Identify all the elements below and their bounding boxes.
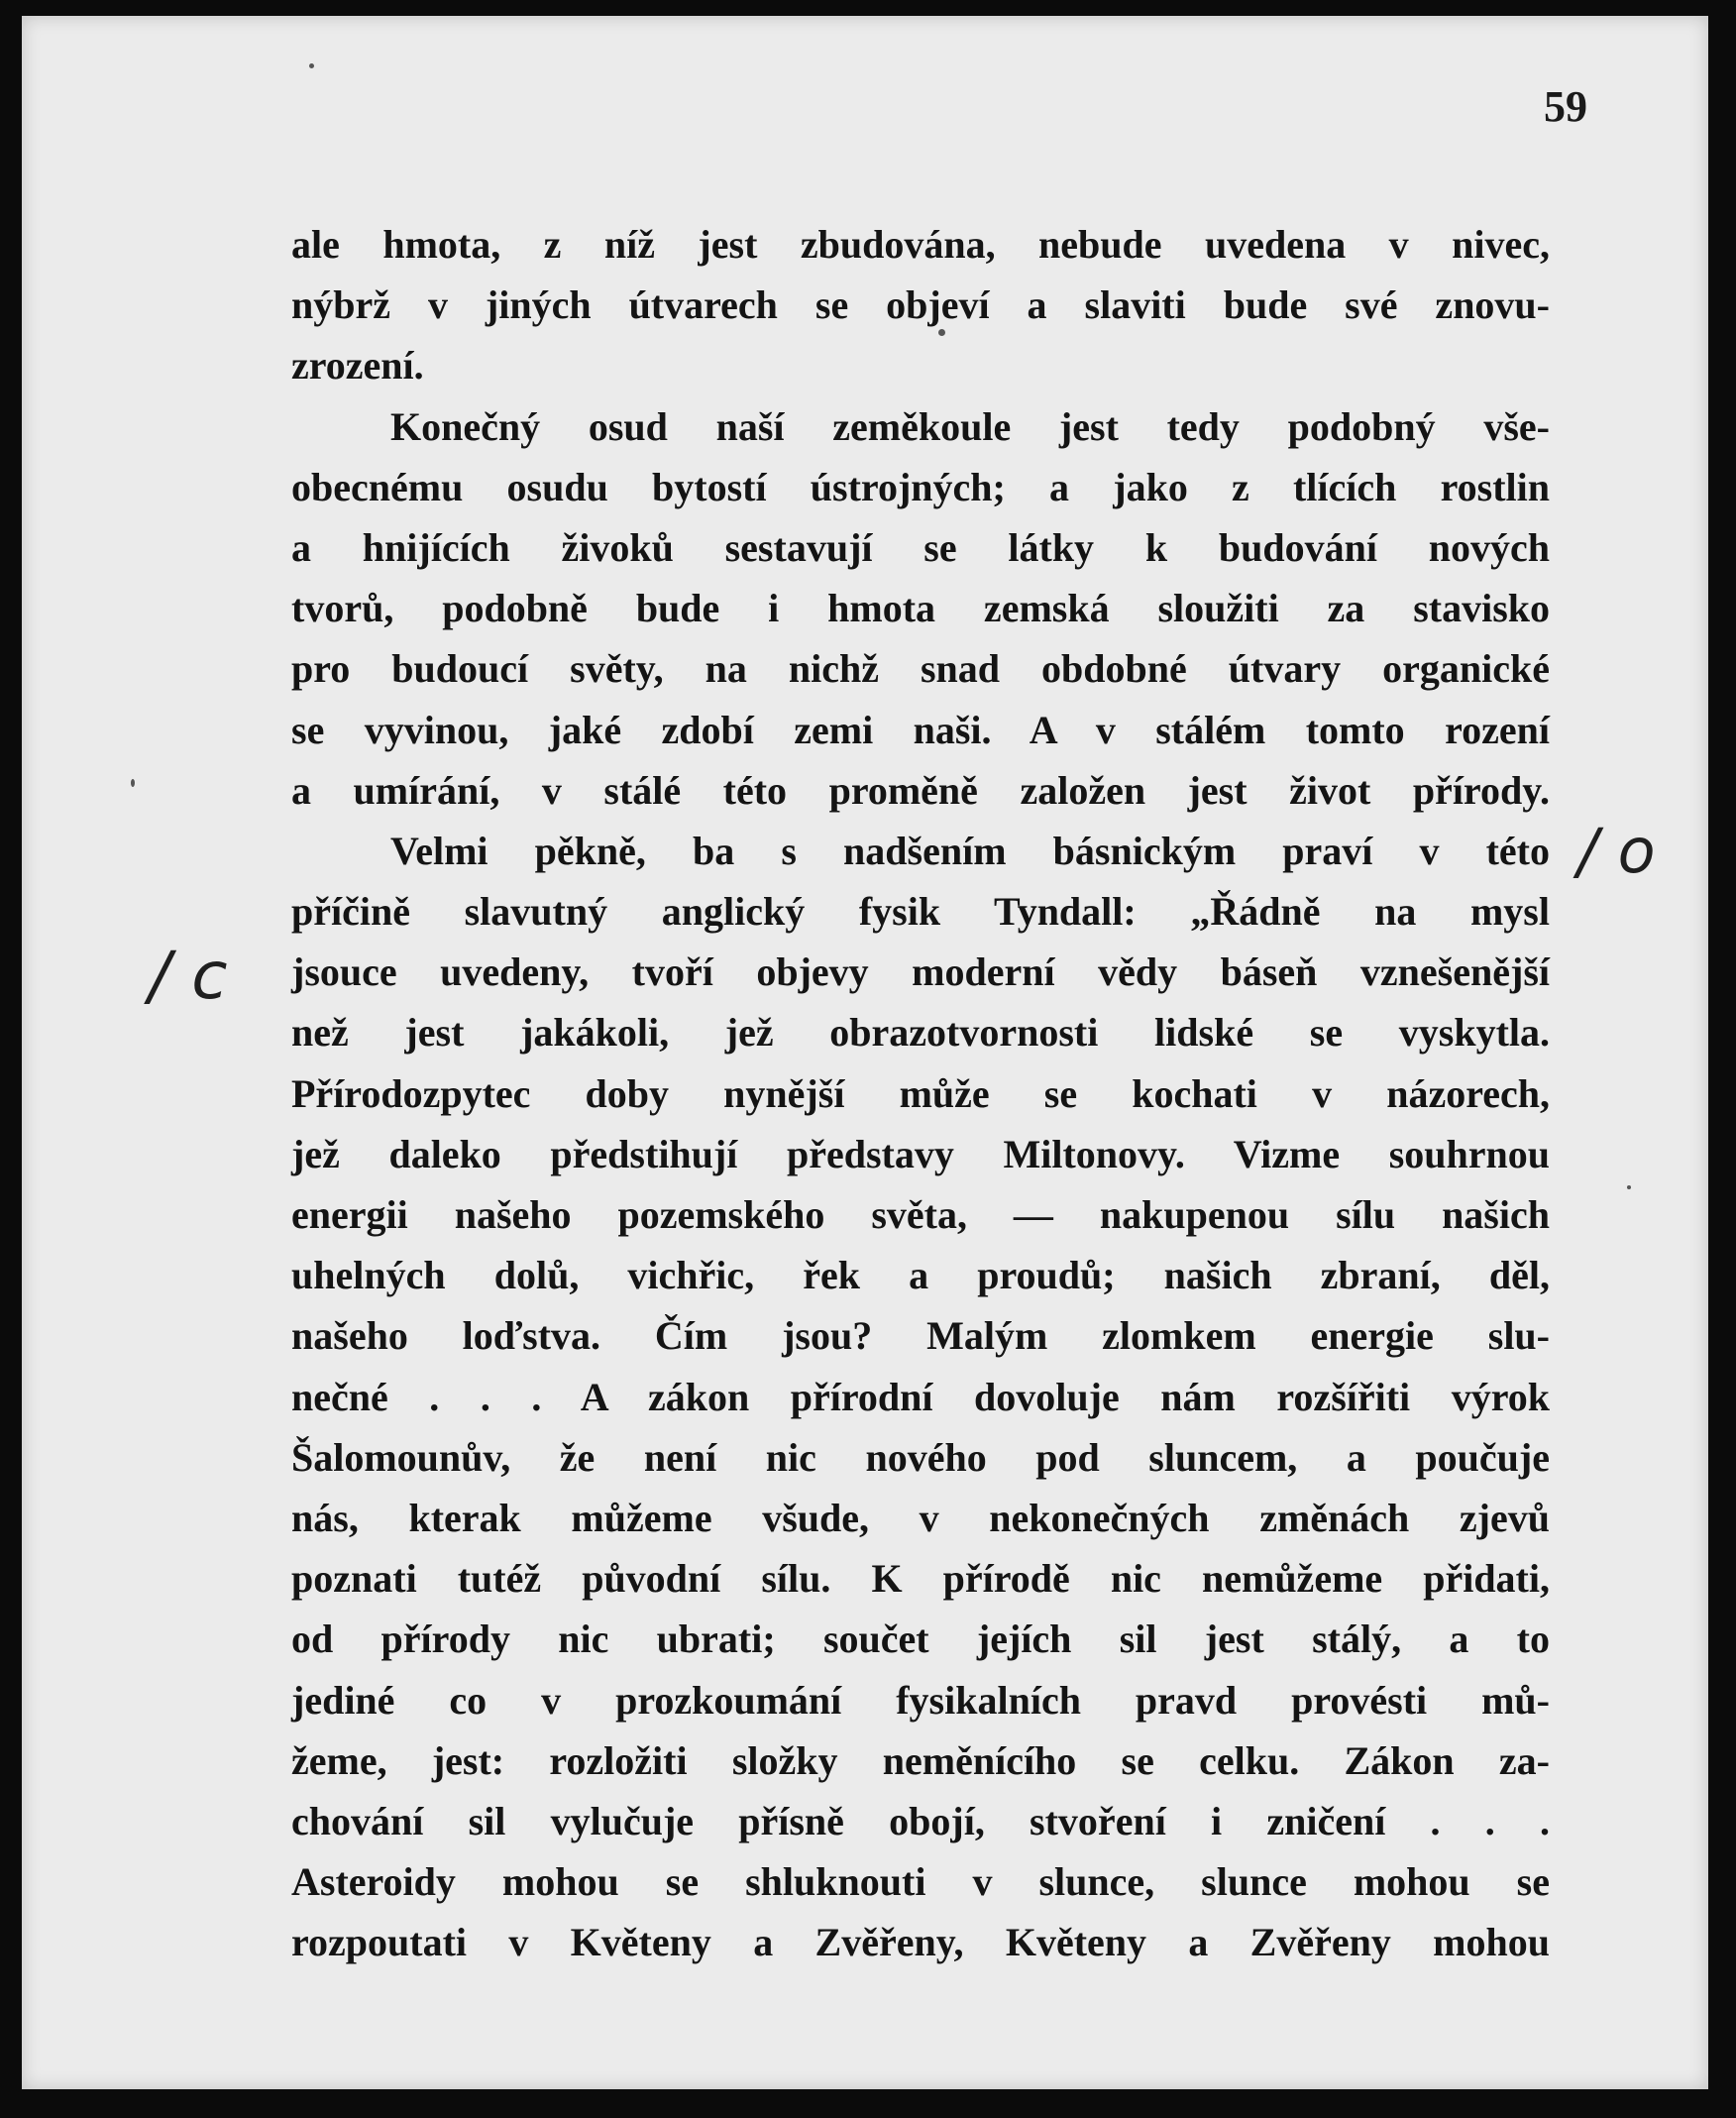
text-line: pro budoucí světy, na nichž snad obdobné útvary organické: [291, 646, 1550, 692]
dust-speck: [131, 779, 135, 787]
text-line: energii našeho pozemského světa, — nakupenou sílu našich: [291, 1192, 1550, 1237]
text-line: Přírodozpytec doby nynější může se kochati v názorech,: [291, 1070, 1550, 1116]
handwritten-margin-note-left: / c: [149, 938, 228, 1014]
text-line: našeho loďstva. Čím jsou? Malým zlomkem energie slu-: [291, 1313, 1550, 1359]
text-line: obecnému osudu bytostí ústrojných; a jako z tlících rostlin: [291, 464, 1550, 509]
text-line: nýbrž v jiných útvarech se objeví a slaviti bude své znovu-: [291, 282, 1550, 328]
text-line: jediné co v prozkoumání fysikalních pravd provésti mů-: [291, 1677, 1550, 1723]
dust-speck: [1627, 1185, 1631, 1189]
paragraph-first-line: Konečný osud naší zeměkoule jest tedy podobný vše-: [390, 403, 1550, 449]
text-line: příčině slavutný anglický fysik Tyndall: „Řádně na mysl: [291, 889, 1550, 935]
text-line: poznati tutéž původní sílu. K přírodě nic nemůžeme přidati,: [291, 1556, 1550, 1602]
text-line: se vyvinou, jaké zdobí zemi naši. A v stálém tomto rození: [291, 707, 1550, 752]
text-line: a hnijících živoků sestavují se látky k budování nových: [291, 524, 1550, 570]
text-line: zrození.: [291, 343, 424, 389]
text-line: jež daleko předstihují představy Miltonovy. Vizme souhrnou: [291, 1131, 1550, 1176]
dust-speck: [309, 63, 314, 68]
page-number: 59: [1544, 82, 1587, 131]
text-line: Asteroidy mohou se shluknouti v slunce, slunce mohou se: [291, 1859, 1550, 1905]
text-line: chování sil vylučuje přísně obojí, stvoření i zničení . . .: [291, 1798, 1550, 1843]
text-line: a umírání, v stálé této proměně založen jest život přírody.: [291, 767, 1550, 813]
text-line: uhelných dolů, vichřic, řek a proudů; našich zbraní, děl,: [291, 1253, 1550, 1298]
text-line: Šalomounův, že není nic nového pod sluncem, a poučuje: [291, 1434, 1550, 1480]
paragraph-first-line: Velmi pěkně, ba s nadšením básnickým praví v této: [390, 828, 1550, 873]
handwritten-margin-note-right: / o: [1577, 815, 1656, 887]
text-line: nás, kterak můžeme všude, v nekonečných změnách zjevů: [291, 1495, 1550, 1540]
text-line: tvorů, podobně bude i hmota zemská sloužiti za stavisko: [291, 586, 1550, 631]
body-text: [291, 214, 1550, 1972]
text-line: od přírody nic ubrati; součet jejích sil jest stálý, a to: [291, 1616, 1550, 1662]
text-line: než jest jakákoli, jež obrazotvornosti lidské se vyskytla.: [291, 1010, 1550, 1056]
text-line: ale hmota, z níž jest zbudována, nebude uvedena v nivec,: [291, 222, 1550, 267]
book-page: [22, 16, 1708, 2089]
text-line: žeme, jest: rozložiti složky neměnícího se celku. Zákon za-: [291, 1737, 1550, 1783]
text-line: jsouce uvedeny, tvoří objevy moderní vědy báseň vznešenější: [291, 949, 1550, 995]
text-line: nečné . . . A zákon přírodní dovoluje nám rozšířiti výrok: [291, 1374, 1550, 1419]
text-line: rozpoutati v Květeny a Zvěřeny, Květeny a Zvěřeny mohou: [291, 1920, 1550, 1965]
